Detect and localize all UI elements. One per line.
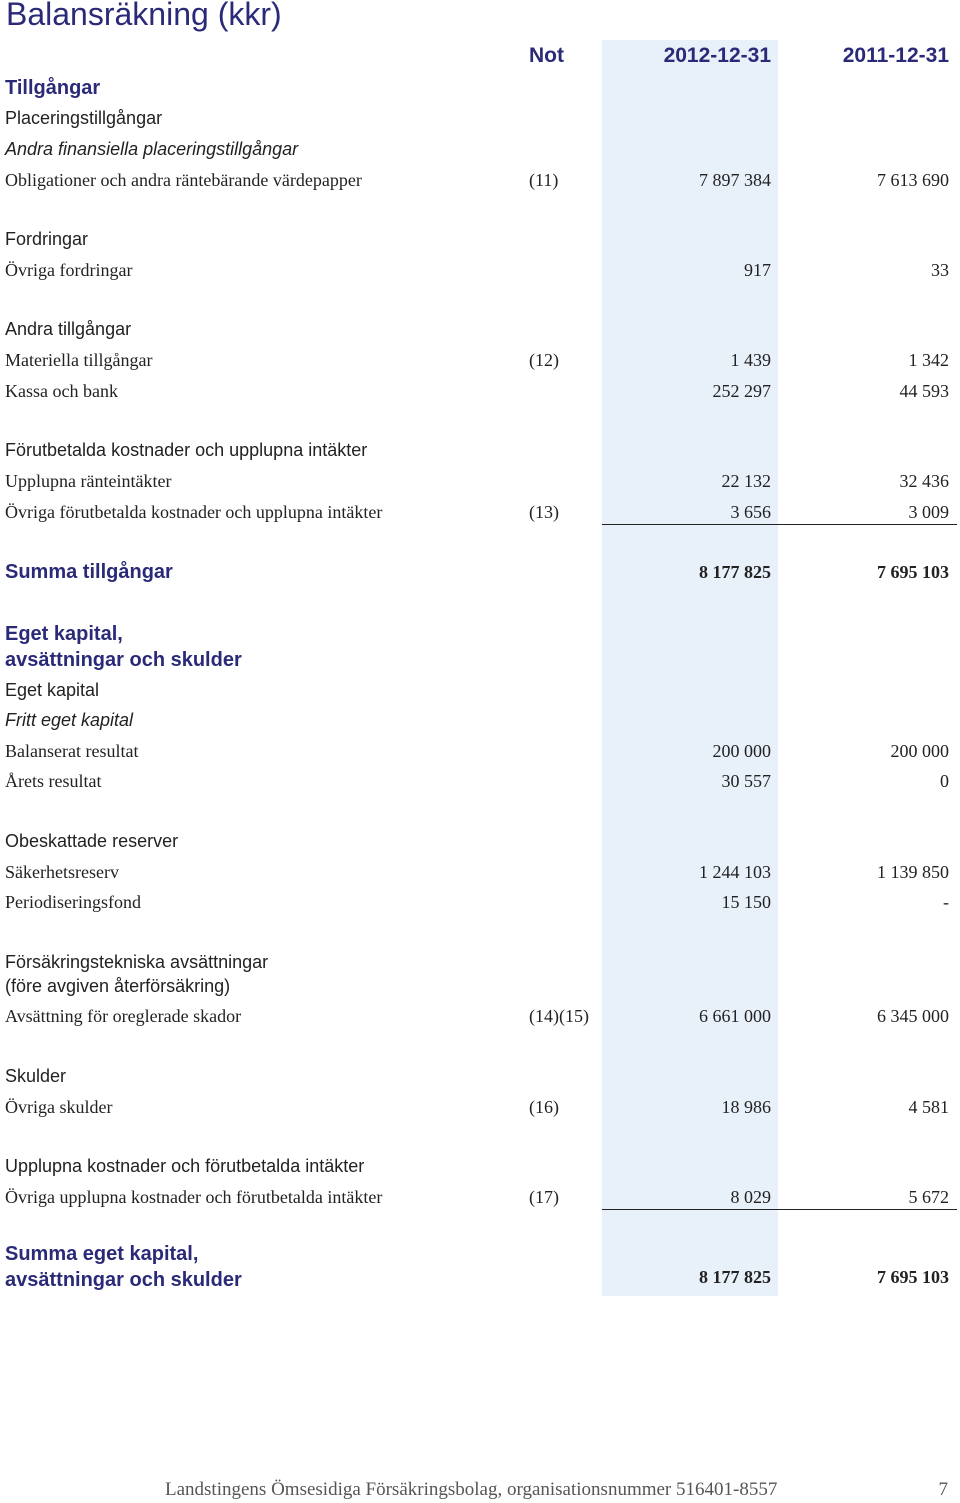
column-header-2012: 2012-12-31 bbox=[663, 44, 771, 67]
table-row bbox=[0, 379, 960, 403]
table-row bbox=[0, 348, 960, 372]
table-row bbox=[0, 258, 960, 282]
row-note: (12) bbox=[529, 350, 559, 370]
total-row-equity bbox=[0, 1241, 960, 1293]
row-value-2011: 6 345 000 bbox=[877, 1006, 949, 1026]
subtotal-rule bbox=[602, 524, 957, 525]
table-row bbox=[0, 469, 960, 493]
subheading-italic: Andra finansiella placeringstillgångar bbox=[5, 139, 299, 159]
row-value-2012: 22 132 bbox=[721, 471, 771, 491]
subheading-row bbox=[0, 1064, 960, 1088]
row-value-2012: 1 439 bbox=[730, 350, 771, 370]
row-label: Övriga fordringar bbox=[5, 260, 133, 280]
row-value-2012: 3 656 bbox=[730, 502, 771, 522]
section-heading: Tillgångar bbox=[5, 77, 101, 99]
total-row-assets bbox=[0, 560, 960, 584]
row-label: Kassa och bank bbox=[5, 381, 118, 401]
row-value-2011: 1 139 850 bbox=[877, 862, 949, 882]
row-value-2012: 1 244 103 bbox=[699, 862, 771, 882]
subheading: Förutbetalda kostnader och upplupna intäkter bbox=[5, 440, 368, 460]
subtotal-rule bbox=[602, 1209, 957, 1210]
row-value-2012: 200 000 bbox=[712, 741, 771, 761]
subheading-row bbox=[0, 950, 960, 998]
subheading-line2: (före avgiven återförsäkring) bbox=[5, 976, 231, 996]
section-heading-equity bbox=[0, 621, 960, 673]
table-row bbox=[0, 1095, 960, 1119]
row-value-2011: 32 436 bbox=[899, 471, 949, 491]
row-value-2011: 0 bbox=[940, 771, 949, 791]
row-label: Övriga skulder bbox=[5, 1097, 113, 1117]
subheading-row bbox=[0, 438, 960, 462]
total-value-2011: 7 695 103 bbox=[877, 1267, 949, 1287]
row-label: Periodiseringsfond bbox=[5, 892, 141, 912]
row-label: Övriga förutbetalda kostnader och upplupna intäkter bbox=[5, 502, 383, 522]
row-label: Obligationer och andra räntebärande värdepapper bbox=[5, 170, 362, 190]
subheading: Eget kapital bbox=[5, 680, 100, 700]
subheading: Skulder bbox=[5, 1066, 67, 1086]
footer-text: Landstingens Ömsesidiga Försäkringsbolag, organisationsnummer 516401-8557 bbox=[165, 1479, 778, 1500]
subheading-row bbox=[0, 708, 960, 732]
total-label-line2: avsättningar och skulder bbox=[5, 1269, 242, 1291]
row-value-2011: 3 009 bbox=[908, 502, 949, 522]
row-value-2012: 252 297 bbox=[712, 381, 771, 401]
column-header-note: Not bbox=[529, 44, 564, 67]
row-value-2012: 18 986 bbox=[721, 1097, 771, 1117]
subheading-row bbox=[0, 317, 960, 341]
page-number: 7 bbox=[938, 1479, 948, 1500]
subheading-row bbox=[0, 106, 960, 130]
subheading: Placeringstillgångar bbox=[5, 108, 163, 128]
table-row bbox=[0, 860, 960, 884]
row-value-2011: 33 bbox=[931, 260, 949, 280]
row-label: Säkerhetsreserv bbox=[5, 862, 119, 882]
row-value-2012: 7 897 384 bbox=[699, 170, 771, 190]
subheading: Upplupna kostnader och förutbetalda intäkter bbox=[5, 1156, 365, 1176]
row-value-2012: 15 150 bbox=[721, 892, 771, 912]
subheading-row bbox=[0, 1154, 960, 1178]
table-row bbox=[0, 769, 960, 793]
subheading-row bbox=[0, 137, 960, 161]
subheading: Andra tillgångar bbox=[5, 319, 132, 339]
row-value-2011: 1 342 bbox=[908, 350, 949, 370]
row-value-2012: 6 661 000 bbox=[699, 1006, 771, 1026]
subheading-italic: Fritt eget kapital bbox=[5, 710, 134, 730]
total-label: Summa tillgångar bbox=[5, 561, 173, 583]
row-note: (14)(15) bbox=[529, 1006, 589, 1026]
page-title: Balansräkning (kkr) bbox=[6, 0, 282, 32]
total-value-2011: 7 695 103 bbox=[877, 562, 949, 582]
table-row bbox=[0, 168, 960, 192]
section-heading-line1: Eget kapital, bbox=[5, 623, 123, 645]
section-heading-assets bbox=[0, 76, 960, 100]
table-row bbox=[0, 500, 960, 524]
subheading: Fordringar bbox=[5, 229, 89, 249]
row-value-2011: 5 672 bbox=[908, 1187, 949, 1207]
row-value-2012: 8 029 bbox=[730, 1187, 771, 1207]
subheading-row bbox=[0, 227, 960, 251]
row-value-2011: - bbox=[943, 892, 949, 912]
subheading-line1: Försäkringstekniska avsättningar bbox=[5, 952, 269, 972]
row-label: Årets resultat bbox=[5, 771, 102, 791]
row-note: (13) bbox=[529, 502, 559, 522]
table-row bbox=[0, 1185, 960, 1209]
row-value-2012: 917 bbox=[744, 260, 771, 280]
table-row bbox=[0, 890, 960, 914]
section-heading-line2: avsättningar och skulder bbox=[5, 649, 242, 671]
table-row bbox=[0, 1004, 960, 1028]
table-row bbox=[0, 739, 960, 763]
row-label: Balanserat resultat bbox=[5, 741, 139, 761]
column-header-2011: 2011-12-31 bbox=[842, 44, 949, 67]
row-value-2011: 4 581 bbox=[908, 1097, 949, 1117]
row-value-2011: 7 613 690 bbox=[877, 170, 949, 190]
total-value-2012: 8 177 825 bbox=[699, 1267, 771, 1287]
row-label: Övriga upplupna kostnader och förutbetalda intäkter bbox=[5, 1187, 383, 1207]
subheading: Obeskattade reserver bbox=[5, 831, 179, 851]
row-note: (17) bbox=[529, 1187, 559, 1207]
row-label: Avsättning för oreglerade skador bbox=[5, 1006, 242, 1026]
row-value-2011: 200 000 bbox=[890, 741, 949, 761]
total-label-line1: Summa eget kapital, bbox=[5, 1243, 199, 1265]
row-note: (11) bbox=[529, 170, 559, 190]
row-label: Upplupna ränteintäkter bbox=[5, 471, 172, 491]
total-value-2012: 8 177 825 bbox=[699, 562, 771, 582]
row-note: (16) bbox=[529, 1097, 559, 1117]
row-value-2012: 30 557 bbox=[721, 771, 771, 791]
subheading-row bbox=[0, 829, 960, 853]
row-value-2011: 44 593 bbox=[899, 381, 949, 401]
row-label: Materiella tillgångar bbox=[5, 350, 153, 370]
subheading-row bbox=[0, 678, 960, 702]
